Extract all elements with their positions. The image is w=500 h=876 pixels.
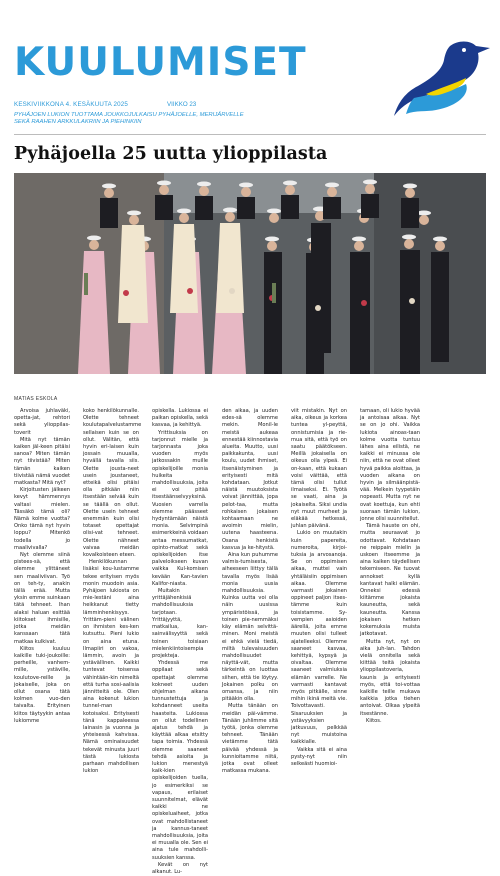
paragraph: Yrittisuksia on tarjonnut mielle ja tarjonnasta joka vuoden myös jatkossakin muille opiskelijoille monia huikeita mahdollisuuksia, joita ei voi pitää itsestäänselvyyksinä. Vuosien varrella olemme päässeet hydyntämään näistä monia. Selvimpinä esimerkkeinä voidaan antaa messumatkat, opinto-matkat sekä opiskelijoiden itse palveloikseen kuvan vaikka Kul-komisen kevään Kan-tavien Kalifor-niasta. [152,429,208,587]
paragraph: Mutta nyt, nyt on aika juh-lan. Tahdon vielä onnitella sekä kiittää teitä jokaista ylioppilastoveria, kaunis ja erityisesti myös, että toi-vottaa kaikille teille mukava kaikkia jotka tiehen antoivat. Olkaa ylpeitä itsestänne. [360,638,420,717]
paragraph: Yhdessä me oppilaat sekä opettajat olemme kokneet uuden ohjelman aikana tunnustettuja ja kohdanneet useita haasteita. Lukiossa on ollut todellinen ajatus tehdä ja käyttää alkaa etsitty tapa toimia. Yhdessä olemme saaneet tehdä asioita ja lukion menestyä kaik-kien opiskelijoiden tuella, jo esimerkiksi se vapaus, erilaiset suunnitelmat, elävät kaikki ne opiskeluaiheet, jotka ovat mahdollistaneet ja kannus-taneet mahdollisuuksia, joita ei muualla ole. Sen ei aina tule mahdolli-suuksien kanssa. [152,660,208,861]
paragraph: Lukio on muutakin kuin papereita, numeroita, kirjoi-tuksia ja arvosanoja. Se on oppimisen aikaa, muttei vain yhtäläisiin oppimisen aikaa. Olemme varmasti jokainen oppineet paljon itses-tämme kuin toisistamme. Sy-vempien asioiden äärellä, joita emme muuten olisi tulleet ajatelleeksi. Olemme saaneet kasvaa, kehittyä, kypsyä ja oivaltaa. Olemme saaneet valmiuksia elämän varrelle. Ne varmasti kantavat myös pitkälle, sinne mihin ikinä meitä vie. Toivottavasti. Sisaruuksien ja ystävyyksien jatkuvuus, pelkkää nyt muistoina kaikkialle. [291,530,347,746]
column-2 [83,408,142,775]
masthead [0,0,500,132]
photo-caption: MATIAS ESKOLA [14,396,58,402]
paragraph: Mitä nyt tämän kaiken jäl-keen pitäisi sanoa? Miten tämän nyt tiivistää? Miten tämän kaiken tiivistää nämä vuodet matkasta? Mitä nyt? [14,436,70,487]
issue-date: KESKIVIIKKONA 4. KESÄKUUTA 2025 [14,101,129,108]
paragraph: viit mistakin. Nyt on aika, oikeus ja korkea tuntea yl-peyttä, onnistumisia ja rie-mua sitä, että työ on saatu päätökseen. Meillä jokaisella on oikeus olla ylpeä. Ei on-kaan, että kukaan voisi väittää, että tämä olisi tullut ilmaiseksi. Ei. Työtä se vaati, aina ja jokaiselta. Siksi undia nyt muut murheet ja eläkää hetkessä, juhlan päivänä. [291,408,347,530]
paragraph: opiskella. Lukiossa ei paikan opiskella, sekä kasvaa, ja kehittyä. [152,408,208,429]
bird-logo-icon [392,36,492,120]
paragraph: Muitakin yrittäjähenkisiä mahdollisuuksia tarjotaan. Yrittäjyyttä, matkailua, kan-sainvälisyyttä sekä toinen toisiaan mielenkiintoisempia projekteja. [152,588,208,659]
paragraph: Henkilökunnan lisäksi kou-lustamme tekee erityisen myös monin muodoin asia. Pyhäjoen lukiosta on mie-lestäni aina heikkanut tietty lämminhenkisyys. Yrittäm-pieni välinen on ihmisten kes-ken kutsuttu. Pieni lukio on aina etuna. Ilmapiiri on vakoa, lämmin, avoin ja ystävällinen. Kaikki tuntevat toisensa vähintään-kin nimeltä että turha sosi-aalisia jännitteitä ole. Olen aina kokenut lukion tunnel-man kotoisaksi. Erityisesti tänä kappaleessa lainasin ja vuonna ja yhteisessä kahvissa. Nämä ominaisuudet tekevät minusta juuri tästä lukiosta parhaan mahdollisen lukion [83,559,139,775]
column-5 [291,408,347,768]
paragraph: Mutta tänään on meidän päi-vämme. Tänään juhlimme sitä työtä, jonka olemme tehneet. Tänään vietämme tätä päivää yhdessä ja kunnioitamme niitä, jotka ovat olleet matkassa mukana. [222,703,278,775]
masthead-divider [14,134,486,135]
article-headline: Pyhäjoella 25 uutta ylioppilasta [14,144,328,164]
paragraph-closing: Kiitos. [366,717,382,724]
paragraph: den aikaa, ja uuden edes-sä olemme mekin. Monil-le meistä aukeaa ennestää kiinnostavia alueita. Muutto, uusi paikkakunta, uusi koulu, uudet ihmiset, itsenäistyminen ja erityisesti mitä kohdataan. Jotkut näistä muutoksista voivat jännittää, jopa pelot-taa, mutta rohkaisen jokaisen kohtaamaan ne avoimin mielin, uutena haasteena. Osana henkistä kasvua ja ke-hitystä. [222,408,278,551]
column-3 [152,408,208,876]
masthead-title: KUULUMISET [14,40,307,85]
issue-week: VIIKKO 23 [167,101,197,108]
paragraph: Aina kun puhumme valmis-tumisesta, aiheeseen liittyy tällä tavalla myös lisää monia uusia mahdollisuuksia. Kuinka uutta voi olla näin uusissa ympäristöissä, ja toinen pie-nemmäksi käy elämän selvittä-minen. Moni meistä ei ehkä vielä tiedä, miltä tulevaisuuden mahdollisuudet näyttä-vät, mutta tärkeintä on luottaa siihen, että tie löytyy. Jokainen polku on omansa, ja niin pitääkin olla. [222,552,278,703]
subtitle-line-2: SEKÄ RAAHEN ARKKULAKRIIN JA PIEHINKIIN [14,119,142,126]
paragraph: Tämä hauste on ohi, mutta seuraavat jo odottavat. Kohdataan ne reippain mielin ja uskoen itseemme ja aina kaiken täydellisen tekemiseen. Ne tuovat annokset kyllä kantavat halki elämän. Onneksi edessä kiitämme jokaista kauneutta, sekä kauneutta. Kanssa jokaisen hetken kokemuksia muista jatkotavat. [360,523,420,638]
article-body [14,408,486,875]
subtitle-line-1: PYHÄJOEN LUKION TUOTTAMA JOUKKOJULKAISU PYHÄJOELLE, MERIJÄRVELLE [14,112,244,118]
graduation-photo [14,173,486,374]
paragraph: Nyt olemme siinä pistees-sä, että olemme ylittäneet sen maaliviivan. Työ on teh-ty, anakin tällä erää. Mutta yksin emme suinkaan tätä tehneet. Ihan alaksi haluan esittää kiitokset ihmisille, jotka meidän kanssaan tätä matkaa kulkivat. [14,552,70,645]
column-6 [360,408,420,725]
paragraph: tamaan, oli lukio hyvää ja antoisaa aikaa. Nyt se on jo ohi. Vaikka lukiota ainoas-taan kolme vuotta tuntuu lähes aina eilistä, ne kaikki ei minussa ole niin, että ne ovat olleet hyvä paikka aloittaa, ja vuoden aikana on hyvin ja silmäänpistä-vää. Melkein tyypetäin nopeasti. Mutta nyt ne ovat koettuja, kun ehti suoraan tämän lukion, jonne olisi suunnitellut. [360,408,420,523]
paragraph: Kiitos kuuluu kaikille tuki-joukoille: perheille, vanhem-mille, ystäville, koulutove-reille ja jokaiselle, joka on ollut osana tätä kolmen vuo-den taivalta. Erityinen kiitos täytyykin antaa lukiomme [14,645,70,724]
paragraph: koko henkilökunnalle. Olette tehneet koulutapalvelustamme sellaisen kuin se on ollut. Välitän, että hyvin eri-laisen kuin jossain muualla, hyvällä tavalla siis. Olette jousta-neet usein joustaneet, etteikä olisi pitäisi olla pitkään niin itsestään selvää kuin se täällä on ollut. Olette usein tehneet enemmän kuin olisi totaset opettajat olisi-vat tehneet. Olette nähneet vaivaa meidän kovalkoisteen eteen. [83,408,142,559]
paragraph: Vaikka sitä ei aina pysty-nyt niin selkeästi huomioi- [291,746,347,767]
paragraph: Kevät on nyt alkanut. Lu- [152,861,208,875]
masthead-subtitle [14,112,344,127]
paragraph: Arvoisa juhlaväki, opetta-jat, rehtori sekä ylioppilas-toverit [14,408,70,436]
column-1 [14,408,70,725]
paragraph: Kirjoitusten jälkeen kevyt hämmennys valtasi mielen. Tässäkö tämä oli? Nämä kolme vuotta? Onko tämä nyt hyvin loppu? Mitenkö todella jo maalivivalla? [14,487,70,551]
column-4 [222,408,278,775]
